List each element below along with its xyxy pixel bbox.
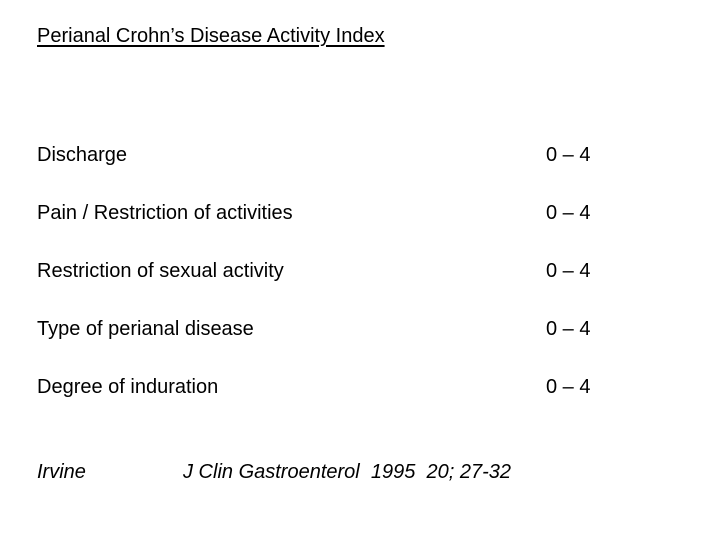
- list-item: [37, 318, 637, 346]
- page-title: Perianal Crohn’s Disease Activity Index: [37, 25, 385, 47]
- item-label: Degree of induration: [37, 376, 219, 398]
- item-label: Restriction of sexual activity: [37, 260, 284, 282]
- list-item: [37, 260, 637, 288]
- list-item: [37, 144, 637, 172]
- item-label: Type of perianal disease: [37, 318, 254, 340]
- item-score-range: 0 – 4: [546, 144, 591, 166]
- item-score-range: 0 – 4: [546, 376, 591, 398]
- item-score-range: 0 – 4: [546, 260, 591, 282]
- item-label: Discharge: [37, 144, 128, 166]
- item-score-range: 0 – 4: [546, 202, 591, 224]
- list-item: [37, 376, 637, 404]
- item-label: Pain / Restriction of activities: [37, 202, 293, 224]
- item-score-range: 0 – 4: [546, 318, 591, 340]
- list-item: [37, 202, 637, 230]
- citation-author: Irvine: [37, 461, 86, 483]
- citation-reference: J Clin Gastroenterol 1995 20; 27-32: [183, 461, 511, 483]
